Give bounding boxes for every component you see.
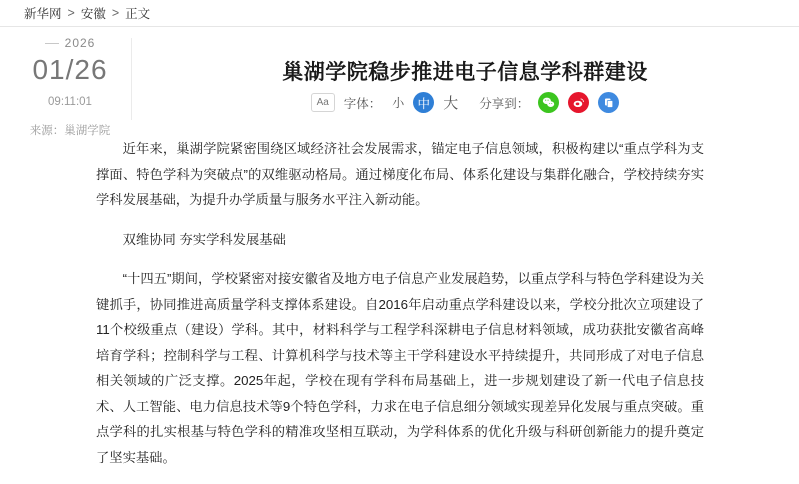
publish-time: 09:11:01	[48, 96, 92, 108]
font-size-medium-button[interactable]: 中	[413, 92, 434, 113]
font-size-large-button[interactable]: 大	[443, 95, 459, 112]
article-paragraph: “十四五”期间，学校紧密对接安徽省及地方电子信息产业发展趋势，以重点学科与特色学科建设为关键抓手，协同推进高质量学科支撑体系建设。自2016年启动重点学科建设以来，学校分批次立项建设了11个校级重点（建设）学科。其中，材料科学与工程学科深耕电子信息材料领域，成功获批安徽省高峰培育学科；控制科学与工程、计算机科学与技术等主干学科建设水平持续提升，共同形成了对电子信息相关领域的广泛支撑。2025年起，学校在现有学科布局基础上，进一步规划建设了新一代电子信息技术、人工智能、电力信息技术等9个特色学科，力求在电子信息细分领域实现差异化发展与重点突破。重点学科的扎实根基与特色学科的精准攻坚相互联动，为学科体系的优化升级与科研创新能力的提升奠定了坚实基础。	[96, 271, 704, 465]
breadcrumb-item-2[interactable]: 正文	[125, 7, 151, 21]
breadcrumb-item-0[interactable]: 新华网	[24, 7, 62, 21]
copy-link-icon[interactable]	[598, 92, 619, 113]
article-paragraph: 近年来，巢湖学院紧密围绕区域经济社会发展需求，锚定电子信息领域，积极构建以“重点学科为支撑面、特色学科为突破点”的双维驱动格局。通过梯度化布局、体系化建设与集群化融合，学校持续夯实学科发展基础，为提升办学质量与服务水平注入新动能。	[96, 141, 704, 207]
article-body	[96, 136, 704, 484]
breadcrumb-separator-0: >	[67, 6, 75, 20]
meta-divider	[131, 38, 132, 120]
breadcrumb-separator-1: >	[111, 6, 120, 20]
breadcrumb	[0, 0, 799, 27]
article-meta	[20, 36, 120, 138]
article-subheading: 双维协同 夯实学科发展基础	[122, 231, 286, 247]
weibo-icon[interactable]	[568, 92, 589, 113]
wechat-icon[interactable]	[538, 92, 559, 113]
font-label: 字体：	[343, 96, 382, 111]
publish-date: 01/26	[32, 54, 108, 85]
article-source: 来源：巢湖学院	[29, 125, 111, 137]
page-title: 巢湖学院稳步推进电子信息学科群建设	[282, 61, 648, 85]
font-size-small-button[interactable]: 小	[392, 96, 405, 110]
share-label: 分享到：	[479, 96, 530, 111]
font-size-icon: Aa	[311, 93, 335, 112]
article-toolbar	[150, 92, 780, 113]
publish-year: 2026	[20, 36, 120, 50]
breadcrumb-item-1[interactable]: 安徽	[80, 7, 106, 21]
